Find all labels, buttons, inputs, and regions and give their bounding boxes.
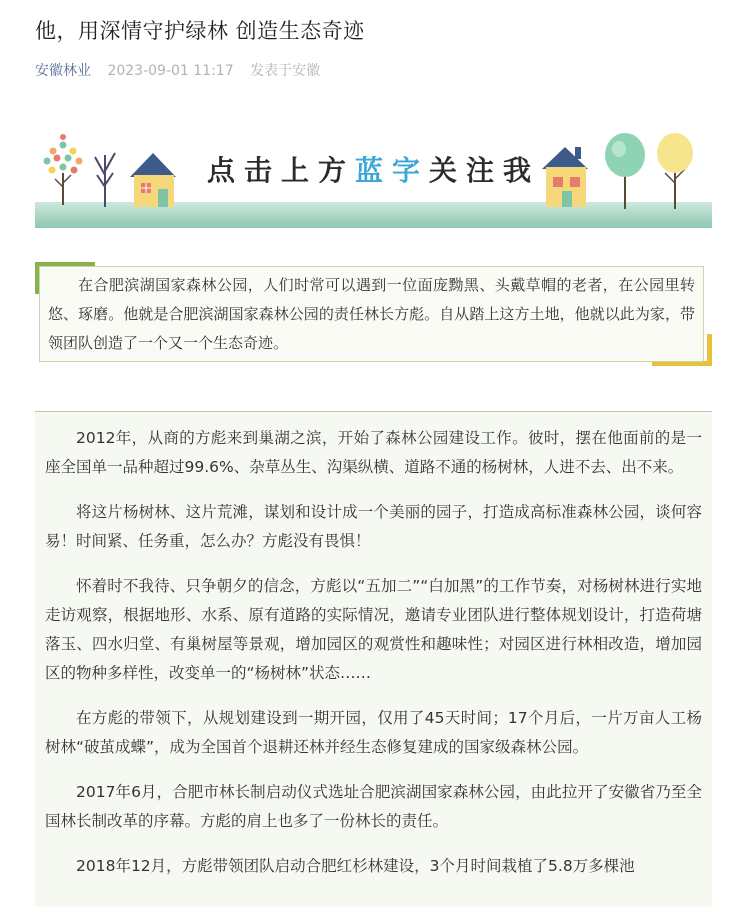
follow-text-highlight: 蓝字 [355,154,430,187]
follow-text-before: 点击上方 [207,154,356,187]
body-paragraph: 2018年12月，方彪带领团队启动合肥红杉林建设，3个月时间栽植了5.8万多棵池 [76,857,635,875]
article-title: 他，用深情守护绿林 创造生态奇迹 [35,19,365,43]
body-paragraph: 怀着时不我待、只争朝夕的信念，方彪以“五加二”“白加黑”的工作节奏，对杨树林进行实地走访观察，根据地形、水系、原有道路的实际情况，邀请专业团队进行整体规划设计，打造荷塘落玉、四水归堂、有巢树屋等景观，增加园区的观赏性和趣味性；对园区进行林相改造，增加园区的物种多样性，改变单一的“杨树林”状态…… [45,577,702,682]
publish-location: 发表于安徽 [250,63,321,79]
house-icon [130,153,176,207]
article-body [35,411,712,907]
intro-callout [35,262,712,366]
bare-tree-icon [95,153,115,207]
follow-text-after: 关注我 [429,154,541,187]
body-paragraph: 在方彪的带领下，从规划建设到一期开园，仅用了45天时间；17个月后，一片万亩人工杨树林“破茧成蝶”，成为全国首个退耕还林并经生态修复建成的国家级森林公园。 [45,709,702,756]
follow-banner[interactable] [35,125,712,228]
intro-text: 在合肥滨湖国家森林公园，人们时常可以遇到一位面庞黝黑、头戴草帽的老者，在公园里转悠、琢磨。他就是合肥滨湖国家森林公园的责任林长方彪。自从踏上这方土地，他就以此为家，带领团队创造了一个又一个生态奇迹。 [39,266,704,362]
article-meta [35,60,320,82]
body-paragraph: 2017年6月，合肥市林长制启动仪式选址合肥滨湖国家森林公园，由此拉开了安徽省乃至全国林长制改革的序幕。方彪的肩上也多了一份林长的责任。 [45,783,702,830]
round-tree-icon [605,133,645,209]
body-paragraph: 2012年，从商的方彪来到巢湖之滨，开始了森林公园建设工作。彼时，摆在他面前的是一座全国单一品种超过99.6%、杂草丛生、沟渠纵横、道路不通的杨树林，人进不去、出不来。 [45,429,702,476]
follow-prompt-text [207,151,540,191]
yellow-tree-icon [657,133,693,209]
body-paragraph: 将这片杨树林、这片荒滩，谋划和设计成一个美丽的园子，打造成高标准森林公园，谈何容易！时间紧、任务重，怎么办？方彪没有畏惧！ [45,503,702,550]
author-link[interactable]: 安徽林业 [35,63,91,79]
publish-datetime: 2023-09-01 11:17 [107,63,234,79]
polka-tree-icon [44,134,83,205]
house-icon-right [542,147,588,207]
